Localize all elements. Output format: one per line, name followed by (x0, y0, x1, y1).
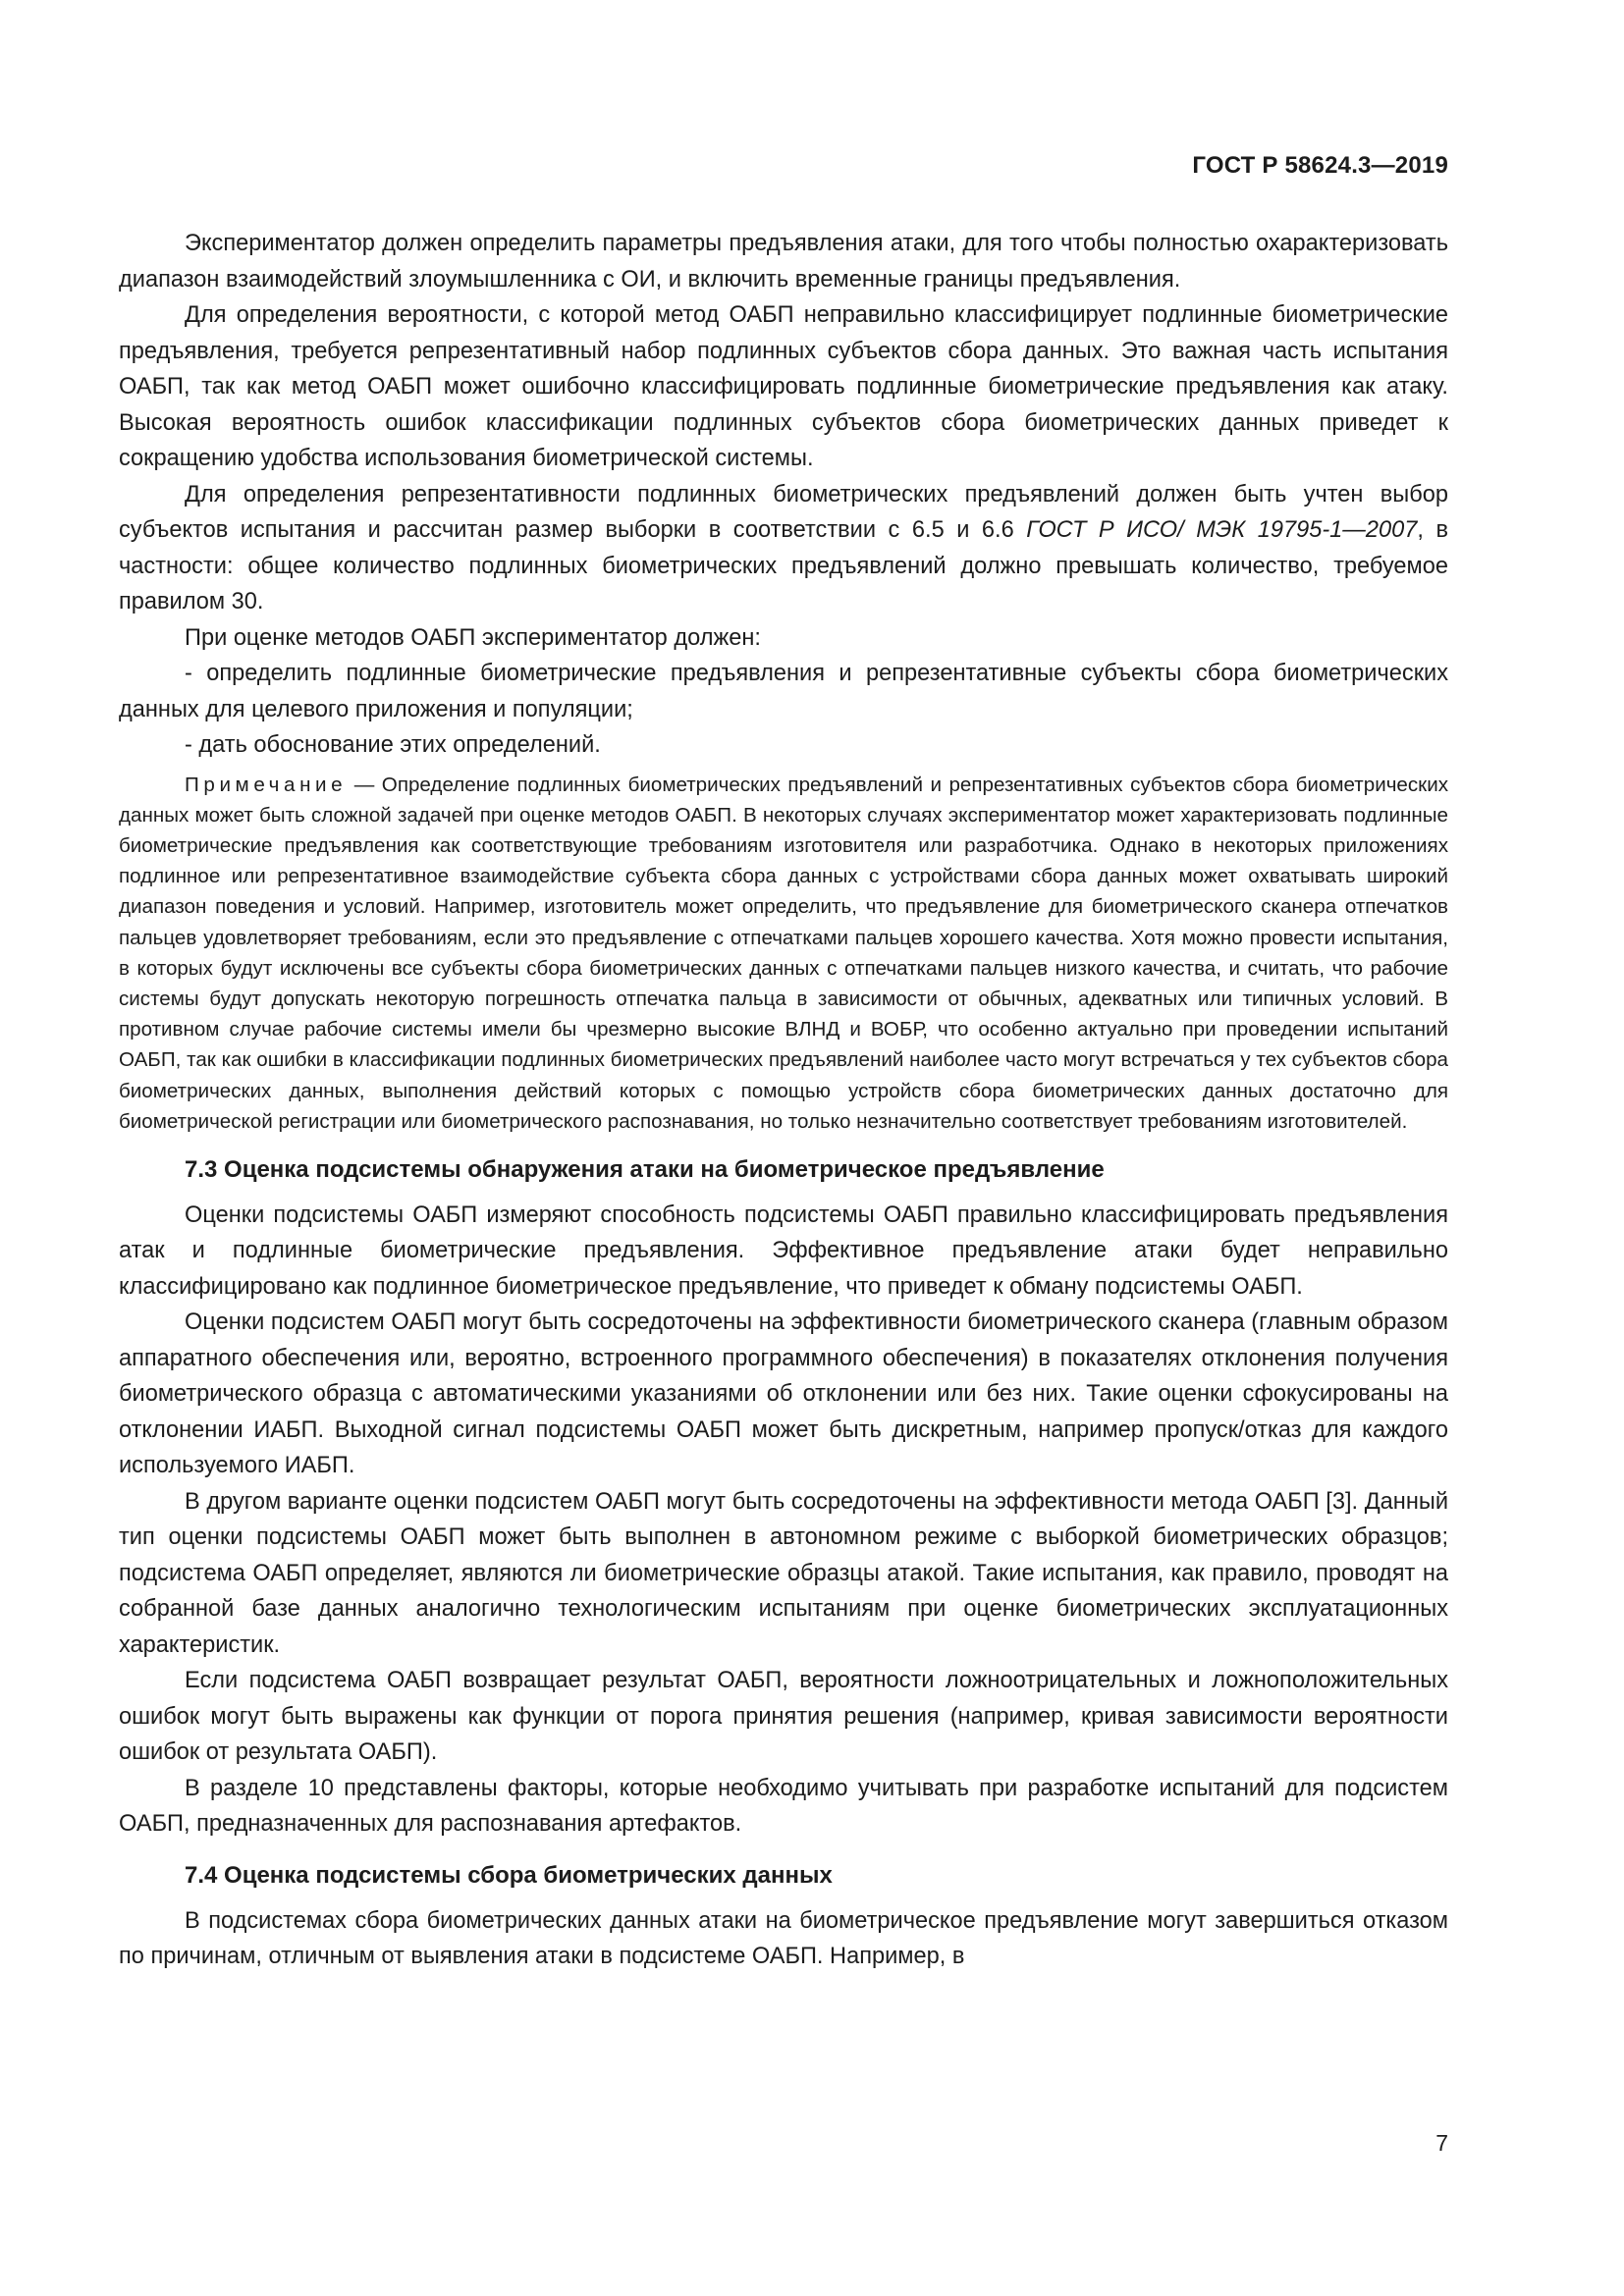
standard-designation: ГОСТ Р 58624.3—2019 (1192, 152, 1448, 179)
paragraph: Оценки подсистемы ОАБП измеряют способность подсистемы ОАБП правильно классифицировать предъявления атак и подлинные биометрические предъявления. Эффективное предъявление атаки будет неправильно классифицировано как подлинное биометрическое предъявление, что приведет к обману подсистемы ОАБП. (119, 1201, 1448, 1300)
note-text: — Определение подлинных биометрических предъявлений и репрезентативных субъектов сбора биометрических данных может быть сложной задачей при оценке методов ОАБП. В некоторых случаях экспериментатор может характеризовать подлинные биометрические предъявления как соответствующие требованиям изготовителя или разработчика. Однако в некоторых приложениях подлинное или репрезентативное взаимодействие субъекта сбора данных с устройствами сбора данных может охватывать широкий диапазон поведения и условий. Например, изготовитель может определить, что предъявление для биометрического сканера отпечатков пальцев удовлетворяет требованиям, если это предъявление с отпечатками пальцев хорошего качества. Хотя можно провести испытания, в которых будут исключены все субъекты сбора биометрических данных с отпечатками пальцев низкого качества, и считать, что рабочие системы будут допускать некоторую погрешность отпечатка пальца в зависимости от обычных, адекватных или типичных условий. В противном случае рабочие системы имели бы чрезмерно высокие ВЛНД и ВОБР, что особенно актуально при проведении испытаний ОАБП, так как ошибки в классификации подлинных биометрических предъявлений наиболее часто могут встречаться у тех субъектов сбора биометрических данных, выполнения действий которых с помощью устройств сбора биометрических данных достаточно для биометрической регистрации или биометрического распознавания, но только незначительно соответствует требованиям изготовителей. (119, 773, 1448, 1133)
note-label: Примечание (185, 773, 348, 796)
section-heading-7-4: 7.4 Оценка подсистемы сбора биометрических данных (185, 1861, 833, 1889)
paragraph: В разделе 10 представлены факторы, которые необходимо учитывать при разработке испытаний для подсистем ОАБП, предназначенных для распознавания артефактов. (119, 1775, 1448, 1838)
paragraph: Оценки подсистем ОАБП могут быть сосредоточены на эффективности биометрического сканера (главным образом аппаратного обеспечения или, вероятно, встроенного программного обеспечения) в показателях отклонения получения биометрического образца с автоматическими указаниями об отклонении или без них. Такие оценки сфокусированы на отклонении ИАБП. Выходной сигнал подсистемы ОАБП может быть дискретным, например пропуск/отказ для каждого используемого ИАБП. (119, 1309, 1448, 1479)
paragraph: При оценке методов ОАБП экспериментатор должен: (185, 624, 761, 651)
paragraph: В другом варианте оценки подсистем ОАБП могут быть сосредоточены на эффективности метода ОАБП [3]. Данный тип оценки подсистемы ОАБП может быть выполнен в автономном режиме с выборкой биометрических образцов; подсистема ОАБП определяет, являются ли биометрические образцы атакой. Такие испытания, как правило, проводят на собранной базе данных аналогично технологическим испытаниям при оценке биометрических эксплуатационных характеристик. (119, 1488, 1448, 1658)
paragraph: В подсистемах сбора биометрических данных атаки на биометрическое предъявление могут завершиться отказом по причинам, отличным от выявления атаки в подсистеме ОАБП. Например, в (119, 1907, 1448, 1970)
paragraph: Если подсистема ОАБП возвращает результат ОАБП, вероятности ложноотрицательных и ложноположительных ошибок могут быть выражены как функции от порога принятия решения (например, кривая зависимости вероятности ошибок от результата ОАБП). (119, 1668, 1448, 1766)
paragraph (119, 477, 1448, 620)
list-item: - дать обоснование этих определений. (185, 732, 601, 758)
paragraph: Для определения вероятности, с которой метод ОАБП неправильно классифицирует подлинные биометрические предъявления, требуется репрезентативный набор подлинных субъектов сбора данных. Это важная часть испытания ОАБП, так как метод ОАБП может ошибочно классифицировать подлинные биометрические предъявления как атаку. Высокая вероятность ошибок классификации подлинных субъектов сбора биометрических данных приведет к сокращению удобства использования биометрической системы. (119, 302, 1448, 471)
paragraph-text: , в частности: общее количество подлинных биометрических предъявлений должно превышать количество, требуемое правилом 30. (119, 517, 1448, 614)
page-number: 7 (1435, 2130, 1448, 2156)
paragraph: Экспериментатор должен определить параметры предъявления атаки, для того чтобы полностью охарактеризовать диапазон взаимодействий злоумышленника с ОИ, и включить временные границы предъявления. (119, 231, 1448, 293)
page-body (119, 226, 1448, 1975)
note (119, 770, 1448, 1137)
paragraph-text: Для определения репрезентативности подлинных биометрических предъявлений должен быть учтен выбор субъектов испытания и рассчитан размер выборки в соответствии с 6.5 и 6.6 (119, 481, 1448, 543)
section-heading-7-3: 7.3 Оценка подсистемы обнаружения атаки на биометрическое предъявление (185, 1155, 1105, 1183)
list-item: - определить подлинные биометрические предъявления и репрезентативные субъекты сбора биометрических данных для целевого приложения и популяции; (119, 661, 1448, 722)
standard-reference: ГОСТ Р ИСО/ МЭК 19795-1—2007 (1026, 517, 1418, 543)
